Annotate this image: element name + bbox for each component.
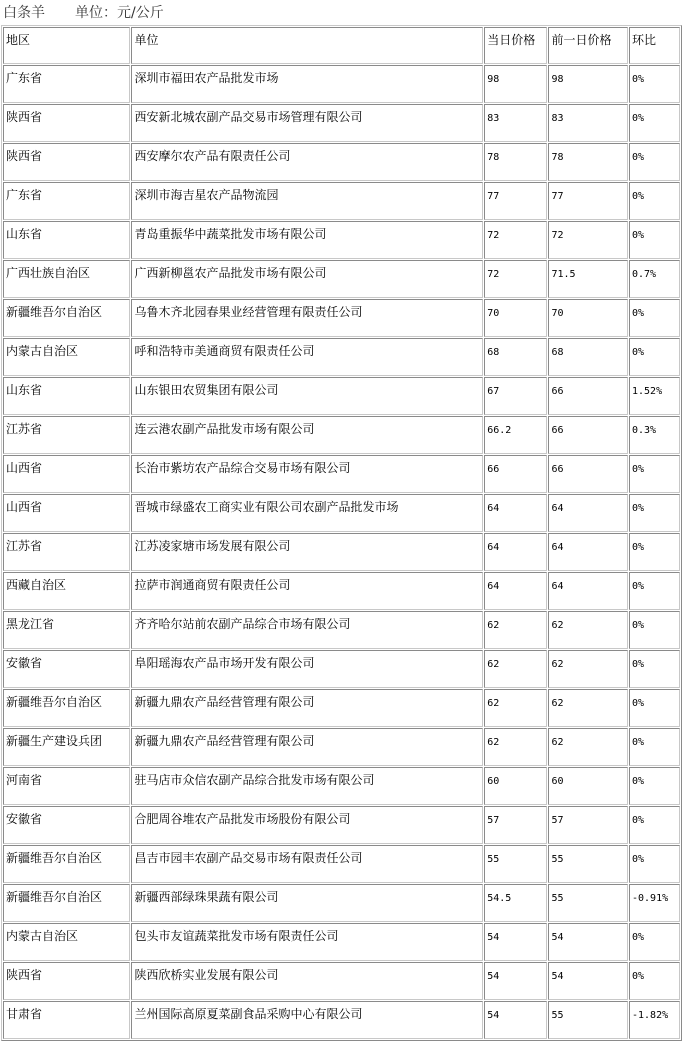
cell-prev-price: 55 (548, 884, 628, 922)
cell-region: 河南省 (3, 767, 130, 805)
table-row (3, 416, 680, 454)
cell-today-price: 66 (484, 455, 547, 493)
cell-prev-price: 64 (548, 533, 628, 571)
cell-change: 1.52% (629, 377, 680, 415)
cell-region: 山东省 (3, 377, 130, 415)
cell-region: 山东省 (3, 221, 130, 259)
cell-unit: 山东银田农贸集团有限公司 (131, 377, 483, 415)
cell-unit: 拉萨市润通商贸有限责任公司 (131, 572, 483, 610)
cell-today-price: 72 (484, 260, 547, 298)
cell-today-price: 62 (484, 689, 547, 727)
cell-today-price: 68 (484, 338, 547, 376)
cell-prev-price: 64 (548, 494, 628, 532)
cell-today-price: 54.5 (484, 884, 547, 922)
cell-today-price: 64 (484, 533, 547, 571)
product-name: 白条羊 (3, 5, 45, 21)
cell-unit: 西安新北城农副产品交易市场管理有限公司 (131, 104, 483, 142)
cell-prev-price: 57 (548, 806, 628, 844)
cell-unit: 西安摩尔农产品有限责任公司 (131, 143, 483, 181)
cell-today-price: 54 (484, 923, 547, 961)
cell-region: 新疆维吾尔自治区 (3, 845, 130, 883)
cell-change: 0% (629, 689, 680, 727)
cell-region: 西藏自治区 (3, 572, 130, 610)
header-today-price: 当日价格 (484, 27, 547, 64)
cell-unit: 阜阳瑶海农产品市场开发有限公司 (131, 650, 483, 688)
unit-label: 单位：元/公斤 (75, 5, 164, 21)
cell-change: 0% (629, 611, 680, 649)
cell-change: 0% (629, 494, 680, 532)
table-header-row (3, 27, 680, 64)
cell-change: 0% (629, 221, 680, 259)
cell-prev-price: 62 (548, 689, 628, 727)
cell-change: 0% (629, 182, 680, 220)
cell-region: 山西省 (3, 455, 130, 493)
cell-change: 0% (629, 65, 680, 103)
cell-change: -0.91% (629, 884, 680, 922)
cell-change: 0% (629, 338, 680, 376)
price-table (1, 25, 682, 1041)
cell-prev-price: 55 (548, 1001, 628, 1039)
cell-prev-price: 66 (548, 455, 628, 493)
table-row (3, 689, 680, 727)
cell-unit: 包头市友谊蔬菜批发市场有限责任公司 (131, 923, 483, 961)
cell-region: 陕西省 (3, 143, 130, 181)
cell-change: 0% (629, 923, 680, 961)
cell-region: 内蒙古自治区 (3, 923, 130, 961)
cell-prev-price: 64 (548, 572, 628, 610)
cell-prev-price: 78 (548, 143, 628, 181)
cell-unit: 长治市紫坊农产品综合交易市场有限公司 (131, 455, 483, 493)
cell-unit: 昌吉市园丰农副产品交易市场有限责任公司 (131, 845, 483, 883)
cell-region: 江苏省 (3, 416, 130, 454)
header-region: 地区 (3, 27, 130, 64)
cell-region: 陕西省 (3, 104, 130, 142)
table-caption (3, 2, 164, 24)
cell-region: 江苏省 (3, 533, 130, 571)
cell-region: 新疆维吾尔自治区 (3, 884, 130, 922)
table-row (3, 962, 680, 1000)
cell-today-price: 62 (484, 650, 547, 688)
cell-region: 安徽省 (3, 806, 130, 844)
cell-prev-price: 62 (548, 728, 628, 766)
table-row (3, 182, 680, 220)
cell-change: 0% (629, 728, 680, 766)
cell-unit: 呼和浩特市美通商贸有限责任公司 (131, 338, 483, 376)
cell-prev-price: 62 (548, 650, 628, 688)
price-table-body (3, 27, 680, 1039)
table-row (3, 728, 680, 766)
header-unit: 单位 (131, 27, 483, 64)
cell-unit: 晋城市绿盛农工商实业有限公司农副产品批发市场 (131, 494, 483, 532)
cell-today-price: 55 (484, 845, 547, 883)
cell-change: 0% (629, 533, 680, 571)
cell-prev-price: 55 (548, 845, 628, 883)
cell-unit: 深圳市福田农产品批发市场 (131, 65, 483, 103)
cell-prev-price: 68 (548, 338, 628, 376)
cell-today-price: 72 (484, 221, 547, 259)
cell-region: 甘肃省 (3, 1001, 130, 1039)
cell-prev-price: 66 (548, 377, 628, 415)
table-row (3, 221, 680, 259)
cell-today-price: 98 (484, 65, 547, 103)
cell-prev-price: 71.5 (548, 260, 628, 298)
table-row (3, 923, 680, 961)
cell-change: 0% (629, 962, 680, 1000)
cell-prev-price: 83 (548, 104, 628, 142)
cell-change: 0% (629, 650, 680, 688)
cell-prev-price: 66 (548, 416, 628, 454)
cell-unit: 兰州国际高原夏菜副食品采购中心有限公司 (131, 1001, 483, 1039)
cell-region: 陕西省 (3, 962, 130, 1000)
table-row (3, 338, 680, 376)
cell-change: 0% (629, 143, 680, 181)
cell-region: 山西省 (3, 494, 130, 532)
cell-change: 0% (629, 806, 680, 844)
table-row (3, 533, 680, 571)
cell-unit: 齐齐哈尔站前农副产品综合市场有限公司 (131, 611, 483, 649)
table-row (3, 494, 680, 532)
cell-change: -1.82% (629, 1001, 680, 1039)
cell-today-price: 77 (484, 182, 547, 220)
cell-prev-price: 62 (548, 611, 628, 649)
cell-today-price: 67 (484, 377, 547, 415)
cell-today-price: 54 (484, 962, 547, 1000)
cell-today-price: 78 (484, 143, 547, 181)
cell-change: 0.3% (629, 416, 680, 454)
cell-region: 新疆维吾尔自治区 (3, 299, 130, 337)
table-row (3, 806, 680, 844)
table-row (3, 650, 680, 688)
cell-prev-price: 70 (548, 299, 628, 337)
cell-change: 0% (629, 299, 680, 337)
header-change: 环比 (629, 27, 680, 64)
cell-region: 新疆生产建设兵团 (3, 728, 130, 766)
cell-prev-price: 54 (548, 962, 628, 1000)
cell-prev-price: 72 (548, 221, 628, 259)
cell-unit: 乌鲁木齐北园春果业经营管理有限责任公司 (131, 299, 483, 337)
table-row (3, 65, 680, 103)
cell-region: 广东省 (3, 182, 130, 220)
cell-change: 0% (629, 767, 680, 805)
table-row (3, 299, 680, 337)
cell-region: 广西壮族自治区 (3, 260, 130, 298)
cell-region: 安徽省 (3, 650, 130, 688)
cell-unit: 深圳市海吉星农产品物流园 (131, 182, 483, 220)
cell-change: 0% (629, 455, 680, 493)
cell-prev-price: 60 (548, 767, 628, 805)
cell-region: 黑龙江省 (3, 611, 130, 649)
cell-unit: 新疆九鼎农产品经营管理有限公司 (131, 689, 483, 727)
cell-unit: 新疆九鼎农产品经营管理有限公司 (131, 728, 483, 766)
table-row (3, 377, 680, 415)
cell-today-price: 54 (484, 1001, 547, 1039)
cell-today-price: 62 (484, 728, 547, 766)
table-row (3, 572, 680, 610)
cell-unit: 广西新柳邕农产品批发市场有限公司 (131, 260, 483, 298)
cell-unit: 陕西欣桥实业发展有限公司 (131, 962, 483, 1000)
cell-today-price: 62 (484, 611, 547, 649)
cell-change: 0% (629, 104, 680, 142)
table-row (3, 1001, 680, 1039)
cell-today-price: 66.2 (484, 416, 547, 454)
table-row (3, 455, 680, 493)
header-prev-price: 前一日价格 (548, 27, 628, 64)
cell-region: 新疆维吾尔自治区 (3, 689, 130, 727)
cell-unit: 江苏凌家塘市场发展有限公司 (131, 533, 483, 571)
cell-unit: 合肥周谷堆农产品批发市场股份有限公司 (131, 806, 483, 844)
cell-today-price: 64 (484, 572, 547, 610)
cell-unit: 驻马店市众信农副产品综合批发市场有限公司 (131, 767, 483, 805)
cell-today-price: 83 (484, 104, 547, 142)
cell-unit: 青岛重振华中蔬菜批发市场有限公司 (131, 221, 483, 259)
cell-region: 内蒙古自治区 (3, 338, 130, 376)
cell-prev-price: 54 (548, 923, 628, 961)
table-row (3, 845, 680, 883)
cell-change: 0.7% (629, 260, 680, 298)
table-row (3, 143, 680, 181)
cell-today-price: 64 (484, 494, 547, 532)
cell-region: 广东省 (3, 65, 130, 103)
table-row (3, 611, 680, 649)
cell-today-price: 60 (484, 767, 547, 805)
cell-change: 0% (629, 845, 680, 883)
cell-unit: 新疆西部绿珠果蔬有限公司 (131, 884, 483, 922)
cell-prev-price: 77 (548, 182, 628, 220)
cell-today-price: 57 (484, 806, 547, 844)
table-row (3, 767, 680, 805)
table-row (3, 260, 680, 298)
cell-prev-price: 98 (548, 65, 628, 103)
table-row (3, 884, 680, 922)
cell-unit: 连云港农副产品批发市场有限公司 (131, 416, 483, 454)
cell-today-price: 70 (484, 299, 547, 337)
table-row (3, 104, 680, 142)
cell-change: 0% (629, 572, 680, 610)
